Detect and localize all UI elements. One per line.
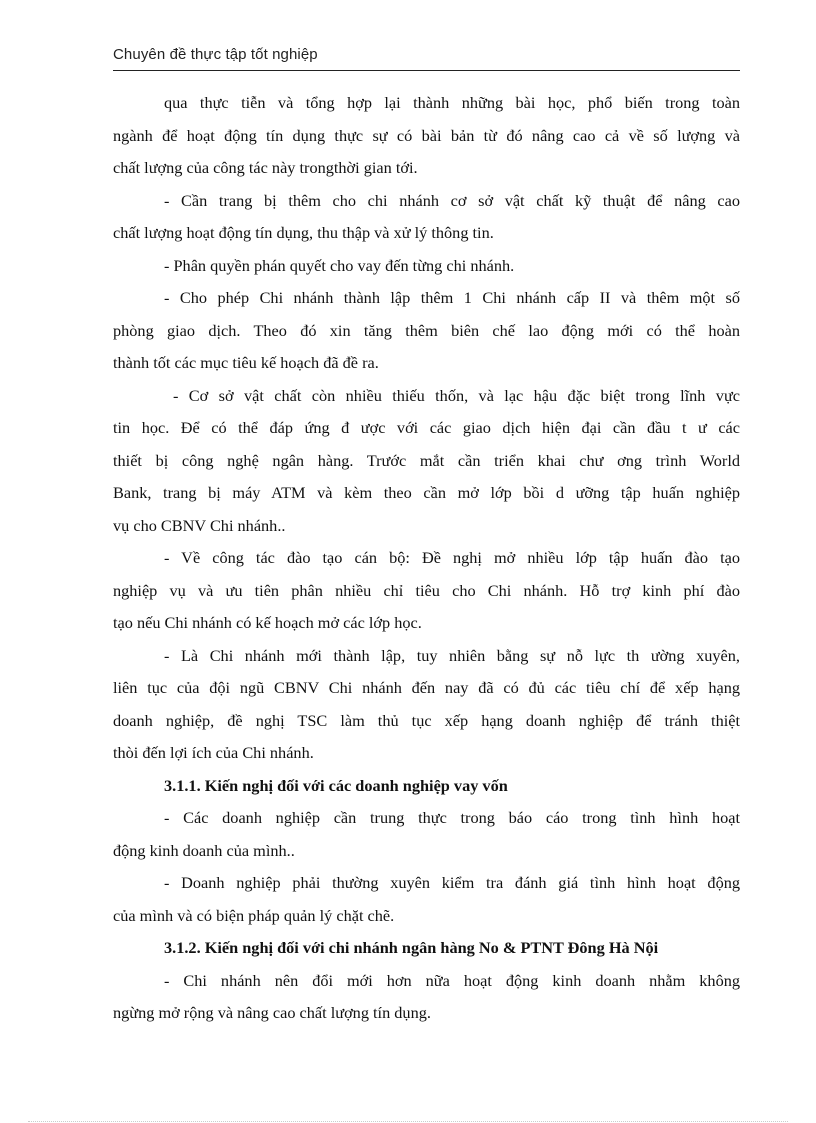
text-line: qua thực tiễn và tổng hợp lại thành những bài học, phổ biến trong toàn (164, 93, 740, 112)
page-bottom-divider (28, 1121, 788, 1122)
text-line: - Cho phép Chi nhánh thành lập thêm 1 Chi nhánh cấp II và thêm một số (164, 288, 740, 307)
header-title: Chuyên đề thực tập tốt nghiệp (113, 46, 318, 63)
text-line: chất lượng hoạt động tín dụng, thu thập và xử lý thông tin. (113, 223, 494, 242)
text-line: - Các doanh nghiệp cần trung thực trong báo cáo trong tình hình hoạt (164, 808, 740, 827)
text-line: doanh nghiệp, đề nghị TSC làm thủ tục xếp hạng doanh nghiệp để tránh thiệt (113, 710, 740, 730)
document-body (113, 87, 740, 1030)
text-line: tin học. Để có thể đáp ứng đ ược với các giao dịch hiện đại cần đầu t ư các (113, 418, 740, 437)
text-line: của mình và có biện pháp quản lý chặt chẽ. (113, 905, 395, 925)
text-line: - Cơ sở vật chất còn nhiều thiếu thốn, và lạc hậu đặc biệt trong lĩnh vực (173, 385, 740, 405)
text-line: - Là Chi nhánh mới thành lập, tuy nhiên bằng sự nỗ lực th ường xuyên, (164, 645, 740, 665)
text-line: - Cần trang bị thêm cho chi nhánh cơ sở vật chất kỹ thuật để nâng cao (164, 190, 740, 210)
text-line: thiết bị công nghệ ngân hàng. Trước mắt cần triển khai chư ơng trình World (113, 450, 740, 470)
text-line: vụ cho CBNV Chi nhánh.. (113, 515, 286, 535)
text-line: - Về công tác đào tạo cán bộ: Đề nghị mở nhiều lớp tập huấn đào tạo (164, 548, 740, 567)
text-line: liên tục của đội ngũ CBNV Chi nhánh đến nay đã có đủ các tiêu chí để xếp hạng (113, 678, 740, 697)
text-line: ngành để hoạt động tín dụng thực sự có bài bản từ đó nâng cao cả về số lượng và (113, 125, 740, 145)
text-line: Bank, trang bị máy ATM và kèm theo cần mở lớp bồi d ưỡng tập huấn nghiệp (113, 483, 740, 502)
section-heading-line: 3.1.1. Kiến nghị đối với các doanh nghiệp vay vốn (164, 775, 508, 795)
section-heading-line: 3.1.2. Kiến nghị đối với chi nhánh ngân hàng No & PTNT Đông Hà Nội (164, 938, 659, 957)
text-line: tạo nếu Chi nhánh có kế hoạch mở các lớp học. (113, 613, 422, 632)
text-line: chất lượng của công tác này trongthời gian tới. (113, 158, 418, 177)
text-line: - Phân quyền phán quyết cho vay đến từng chi nhánh. (164, 255, 515, 275)
text-line: thành tốt các mục tiêu kế hoạch đã đề ra. (113, 353, 379, 372)
page-header (113, 44, 740, 71)
text-line: phòng giao dịch. Theo đó xin tăng thêm biên chế lao động mới có thể hoàn (113, 320, 740, 340)
text-line: - Chi nhánh nên đổi mới hơn nữa hoạt động kinh doanh nhằm không (164, 970, 740, 990)
text-line: động kinh doanh của mình.. (113, 840, 295, 860)
text-line: - Doanh nghiệp phải thường xuyên kiểm tra đánh giá tình hình hoạt động (164, 873, 740, 892)
text-line: ngừng mở rộng và nâng cao chất lượng tín dụng. (113, 1003, 431, 1022)
text-line: nghiệp vụ và ưu tiên phân nhiều chỉ tiêu cho Chi nhánh. Hỗ trợ kinh phí đào (113, 580, 740, 600)
text-line: thòi đến lợi ích của Chi nhánh. (113, 743, 314, 762)
